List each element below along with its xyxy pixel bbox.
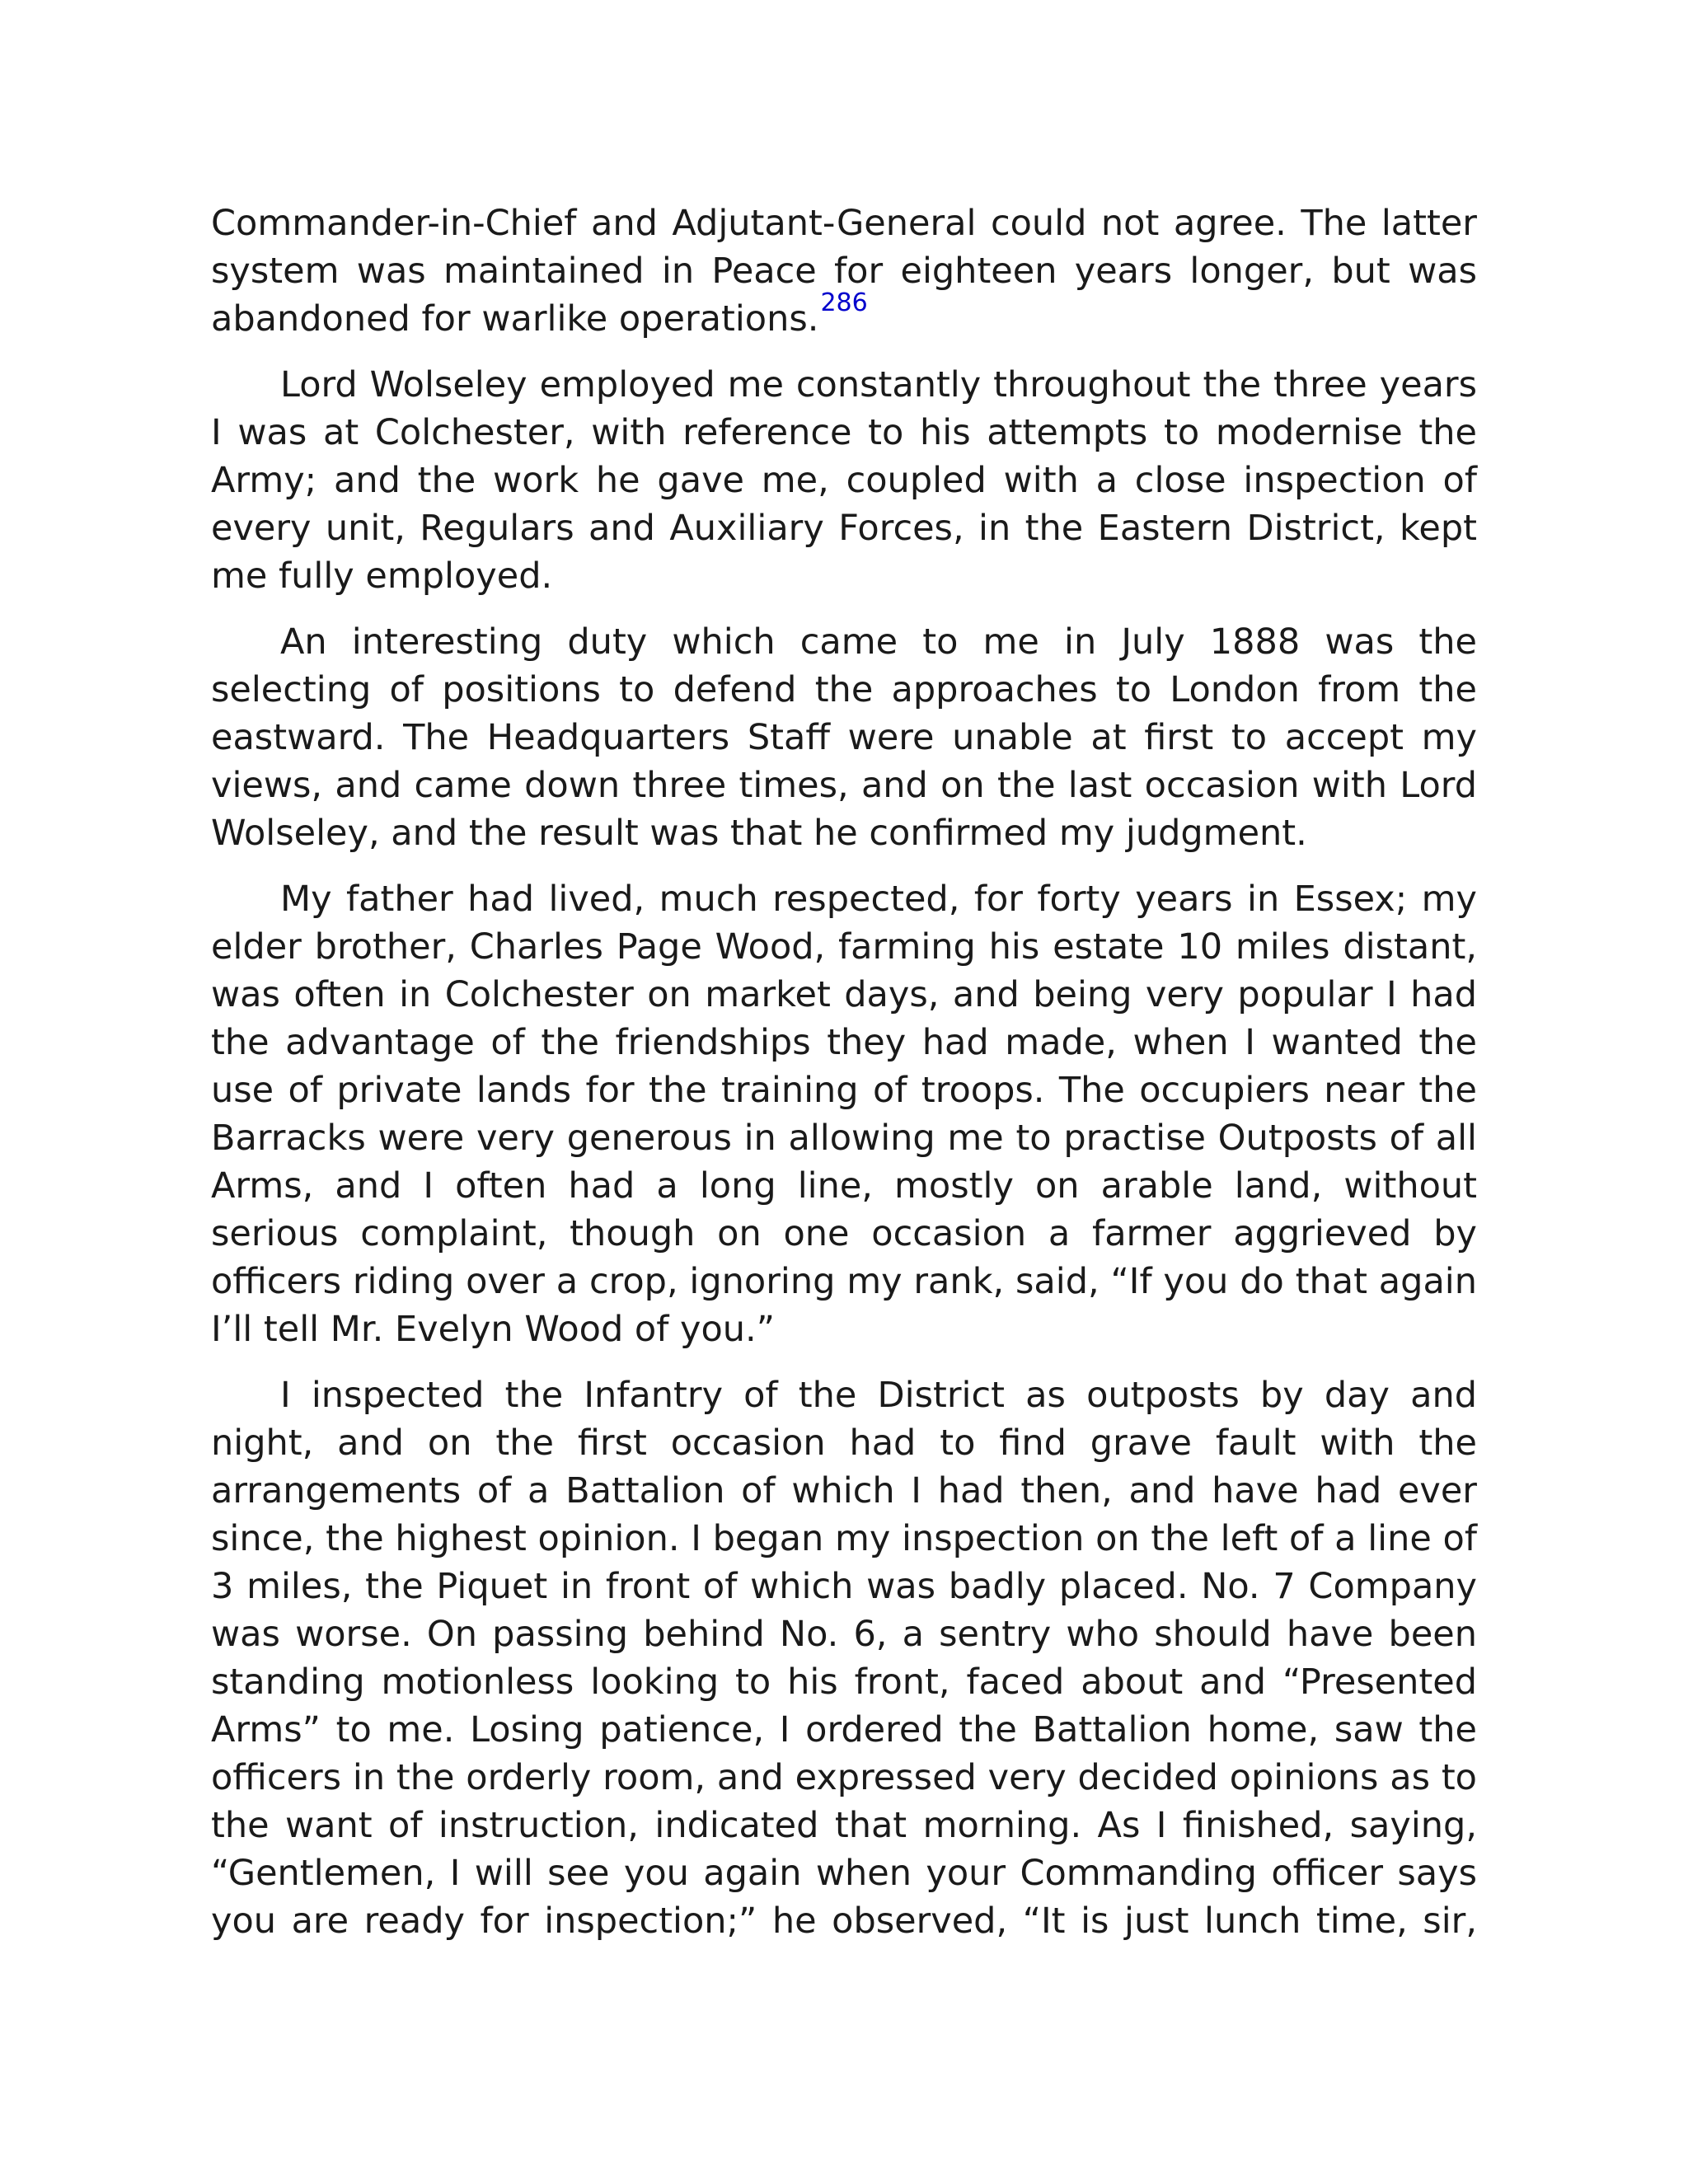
paragraph-1 (211, 199, 1477, 343)
paragraph-5: I inspected the Infantry of the District as outposts by day and night, and on the first occasion had to find grave fault with the arrangements of a Battalion of which I had then, and have had ever since, the highest opinion. I began my inspection on the left of a line of 3 miles, the Piquet in front of which was badly placed. No. 7 Company was worse. On passing behind No. 6, a sentry who should have been standing motionless looking to his front, faced about and “Presented Arms” to me. Losing patience, I ordered the Battalion home, saw the officers in the orderly room, and expressed very decided opinions as to the want of instruction, indicated that morning. As I finished, saying, “Gentlemen, I will see you again when your Commanding officer says you are ready for inspection;” he observed, “It is just lunch time, sir, (211, 1375, 1477, 1942)
footnote-link-286[interactable]: 286 (820, 288, 868, 317)
paragraph-2: Lord Wolseley employed me constantly throughout the three years I was at Colchester, with reference to his attempts to modernise the Army; and the work he gave me, coupled with a close inspection of every unit, Regulars and Auxiliary Forces, in the Eastern District, kept me fully employed. (211, 364, 1477, 597)
paragraph-4: My father had lived, much respected, for forty years in Essex; my elder brother, Charles Page Wood, farming his estate 10 miles distant, was often in Colchester on market days, and being very popular I had the advantage of the friendships they had made, when I wanted the use of private lands for the training of troops. The occupiers near the Barracks were very generous in allowing me to practise Outposts of all Arms, and I often had a long line, mostly on arable land, without serious complaint, though on one occasion a farmer aggrieved by officers riding over a crop, ignoring my rank, said, “If you do that again I’ll tell Mr. Evelyn Wood of you.” (211, 879, 1477, 1350)
body-text (211, 199, 1477, 1963)
paragraph-3: An interesting duty which came to me in July 1888 was the selecting of positions to defend the approaches to London from the eastward. The Headquarters Staff were unable at first to accept my views, and came down three times, and on the last occasion with Lord Wolseley, and the result was that he confirmed my judgment. (211, 621, 1477, 854)
paragraph-1-text: Commander-in-Chief and Adjutant-General could not agree. The latter system was maintained in Peace for eighteen years longer, but was abandoned for warlike operations. (211, 203, 1477, 340)
